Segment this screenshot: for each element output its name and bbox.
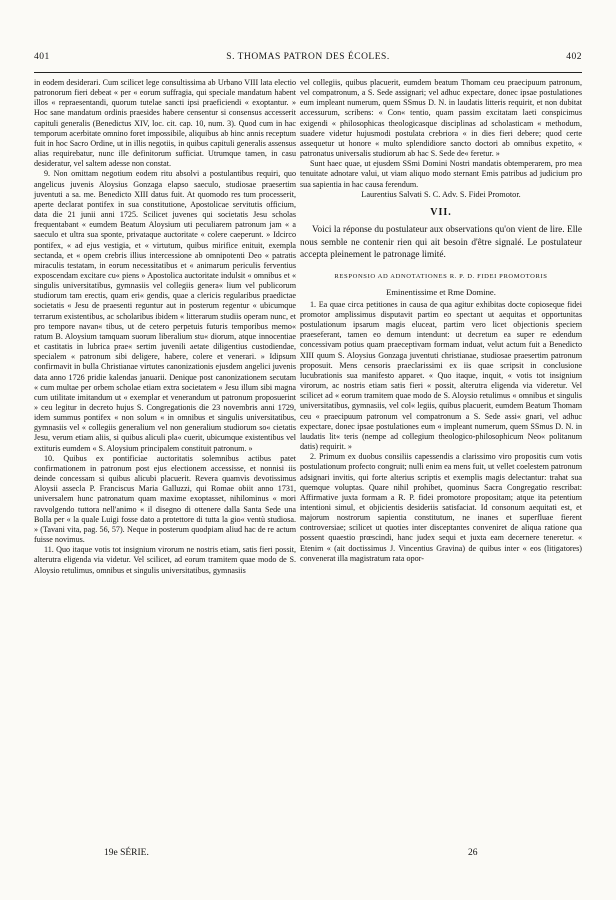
page-footer bbox=[34, 848, 582, 862]
paragraph: 1. Ea quae circa petitiones in causa de qua agitur exhibitas docte copioseque fidei promotor amplissimus disputavit partim eo spectant ut aequitas et opportunitas postulationum ipsarum magis eluceat, partim vero licet objectionis speciem praeseferant, tamen eo demum intendunt: ut decretum ea super re edendum concessivam potius quam praeceptivam formam induat, velut actum fuit a Benedicto XIII quum S. Aloysius Gonzaga juventuti christianae, studiosae praesertim patronum proposuit. Mens censoris praeclarissimi ex iis quae scripsit in conclusione lucubrationis sua manifesto apparet. « Quo itaque, inquit, « votis tot insignium virorum, ac nostris etiam satis fieri « possit, alterutra eligenda via videretur. Vel scilicet ad « eorum tramitem quae modo de S. Aloysio retulimus « omnibus et singulis universitatibus, gymnasiis, vel col« legiis, quibus placuerit, eumdem Beatum Thomam ceu « praecipuum patronum vel compatronum a S. Sede assi« gnari, vel adhuc expectare, donec ipsae postulationes eum « impleant numerum, quem SSmus D. N. in laudatis lit« teris (nempe ad collegium theologico-philosophicum Neo« politanum datis) requirit. » bbox=[300, 299, 582, 452]
promotor-signature: Laurentius Salvati S. C. Adv. S. Fidei Promotor. bbox=[361, 189, 521, 199]
salutation: Eminentissime et Rme Domine. bbox=[386, 286, 496, 297]
header-rule bbox=[34, 72, 582, 73]
paragraph: 2. Primum ex duobus consiliis capessendis a clarissimo viro propositis cum votis postulationum profecto congruit; nulli enim ea mens fuit, ut vellet coelestem patronum adsignari invitis, qui forte alterius scriptis et exemplis magis delectantur: trahat sua quemque voluptas. Quare nihil prohibet, quominus Sacra Congregatio rescribat: Affirmative juxta formam a R. P. fidei promotore propositam; atque ita petentium intentioni simul, et objicientis desideriis satisfaciat. Id consonum aequitati est, et majorum nostrorum sapientia constitutum, ne inanes et superfluae fierent controversiae; scilicet ut quoties inter disceptantes conveniret de aliqua ratione qua possent quaestio prœscindi, hanc judex sequi et juxta eam decernere teneretur. « Etenim « (ait doctissimus J. Vincentius Gravina) de quibus inter « eos (litigatores) convenerat illa magistratum rata opor- bbox=[300, 452, 582, 563]
paragraph: Sunt haec quae, ut ejusdem SSmi Domini Nostri mandatis obtemperarem, pro mea tenuitate adnotare valui, ut viam aliquo modo sternant Emis patribus ad judicium pro sua sapientia in hac causa ferendum. bbox=[300, 159, 582, 189]
page-number-left: 401 bbox=[34, 52, 50, 62]
paragraph: in eodem desiderari. Cum scilicet lege consultissima ab Urbano VIII lata electio patronorum fieri debeat « per « eorum suffragia, qui speciale mandatum habent illos « repraesentandi, quorum tutelae sancti ipsi praeficiendi « exoptantur. » Hoc sane mandatum ordinis praesides habere censentur si consensus accesserit capituli generalis (Benedictus XIV, loc. cit. cap. 10, num. 3). Quod cum in hac temporum acerbitate omnino foret impossibile, aliquibus ab hinc annis receptum fuit in hoc Sacro Ordine, ut in illis negotiis, in quibus capituli generalis assensus alias requirebatur, nunc ille definitorum sufficiat. Utrumque tamen, in casu desideratur, vel saltem adesse non constat. bbox=[34, 78, 296, 169]
paragraph: 10. Quibus ex pontificiae auctoritatis solemnibus actibus patet confirmationem in patronum post ejus electionem accessisse, et nonnisi iis deinde concessam si quibus alicubi placuerit. Revera quamvis devotissimus Aloysii asseclа P. Franciscus Maria Galluzzi, qui Romae obiit anno 1731, universalem hunc patronatum quam maxime exoptasset, nihilominus « mori ravvolgendo tuttora nell'animo « il disegno di ottenere dalla Santa Sede una Bolla per « la quale Luigi fosse dato a protettore di tutta la gio« ventù studiosa. » (Tavani vita, pag. 56, 57). Neque in posterum quodpiam aliud hac de re actum fuisse novimus. bbox=[34, 453, 296, 545]
page-number-right: 402 bbox=[566, 52, 582, 62]
footer-page-mark: 26 bbox=[468, 848, 478, 858]
running-title: S. THOMAS PATRON DES ÉCOLES. bbox=[226, 52, 390, 62]
section-heading: VII. bbox=[430, 206, 452, 218]
paragraph: 9. Non omittam negotium eodem ritu absolvi a postulantibus requiri, quo angelicus juvenis Aloysius Gonzaga elapso saeculo, studiosae praesertim juventuti a sa. me. Benedicto XIII datus fuit. At quomodo res tum processerit, aperte declarat pontifex in sua constitutione, Apostolicae servitutis officium, data die 21 junii anni 1725. Scilicet juvenes qui societatis Jesu scholas frequentabant « eumdem Beatum Aloysium uti peculiarem patronum jam « a saeculo et ultra sua sponte, privataque auctoritate « colere caeperunt. » Idcirco pontifex, « ad ejus vestigia, et « virtutum, quibus mirifice enituit, exempla sectanda, et « opem crebris illius intercessione ab omnipotenti Deo « patratis miraculis testatam, in eorum necessitatibus et « animarum periculis ferventius exposcendam excitare cu« piens » Apostolica auctoritate indulsit « omnibus et « singulis universitatibus, gymnasiis vel collegiis genera« lium vel publicorum studiorum tam erectis, quam eri« gendis, quae a clericis regularibus praedictae societatis « Jesu de praesenti reguntur aut in posterum regentur « ubicumque terrarum existentibus, ac scholaribus ibidem « litterarum studiis operam nunc, et pro tempore navan« tibus, ut de cetero perpetuis futuris temporibus memo« ratum B. Aloysium tamquam suorum liberalium stu« diorum, atque innocentiae et castitatis in lubrica prae« sertim juvenili aetate diligentius custodiendae, specialem « patronum sibi deligere, habere, colere et venerari. » Idipsum confirmavit in bulla Christianae virtutes canonizationis ejusdem angelici juvenis data anno 1726 pridie kalendas januarii. Denique post canonizationem secutam « cum multae per orbem scholae etiam extra societatem « Jesu illum sibi magna cum utilitate imitandum ut « exemplar et venerandum ut patronum proposuerint » ceu legitur in decreto hujus S. Congregationis die 23 novembris anni 1729, idem summus pontifex « non solum « in omnibus et singulis universitatibus, gymnasiis vel « collegiis generalium vel non generalium studiorum so« cietatis Jesu, verum etiam aliis, si quibus aliculi pla« cuerit, ubicumque existentibus vel extituris eumdem « S. Aloysium principalem constituit patronum. » bbox=[34, 169, 296, 453]
left-column bbox=[34, 78, 296, 576]
signature-mark: 19e SÉRIE. bbox=[104, 848, 149, 858]
intro-paragraph: Voici la réponse du postulateur aux observations qu'on vient de lire. Elle nous semble ne contenir rien qui ait besoin d'être signalé. Le postulateur accepta pleinement le patronage limité. bbox=[300, 225, 582, 261]
right-column bbox=[300, 78, 582, 564]
running-header bbox=[34, 52, 582, 66]
paragraph: 11. Quo itaque votis tot insignium virorum ne nostris etiam, satis fieri possit, alterutra eligenda via videtur. Vel scilicet, ad eorum tramitem quae modo de S. Aloysio retulimus, omnibus et singulis universitatibus, gymnasiis bbox=[34, 545, 296, 575]
paragraph: vel collegiis, quibus placuerit, eumdem beatum Thomam ceu praecipuum patronum, vel compatronum, a S. Sede assignari; vel adhuc expectare, donec ipsae postulationes eum impleant numerum, quem SSmus D. N. in laudatis litteris requirit, et non dubitat accessurum, scribens: « Con« tentio, quam passim excitatam laeti conspicimus exigendi « philosophicas theologicasque disciplinas ad scholasticam « methodum, suadere videtur hujusmodi postulata crebriora « in dies fieri debere; quod certe assequetur ut honore « multo splendidiore sancto doctori ab omnibus expetito, « patronatus universalis studiorum ab hac S. Sede de« feretur. » bbox=[300, 78, 582, 159]
responsio-heading: RESPONSIO AD ADNOTATIONES R. P. D. FIDEI PROMOTORIS bbox=[334, 272, 548, 280]
